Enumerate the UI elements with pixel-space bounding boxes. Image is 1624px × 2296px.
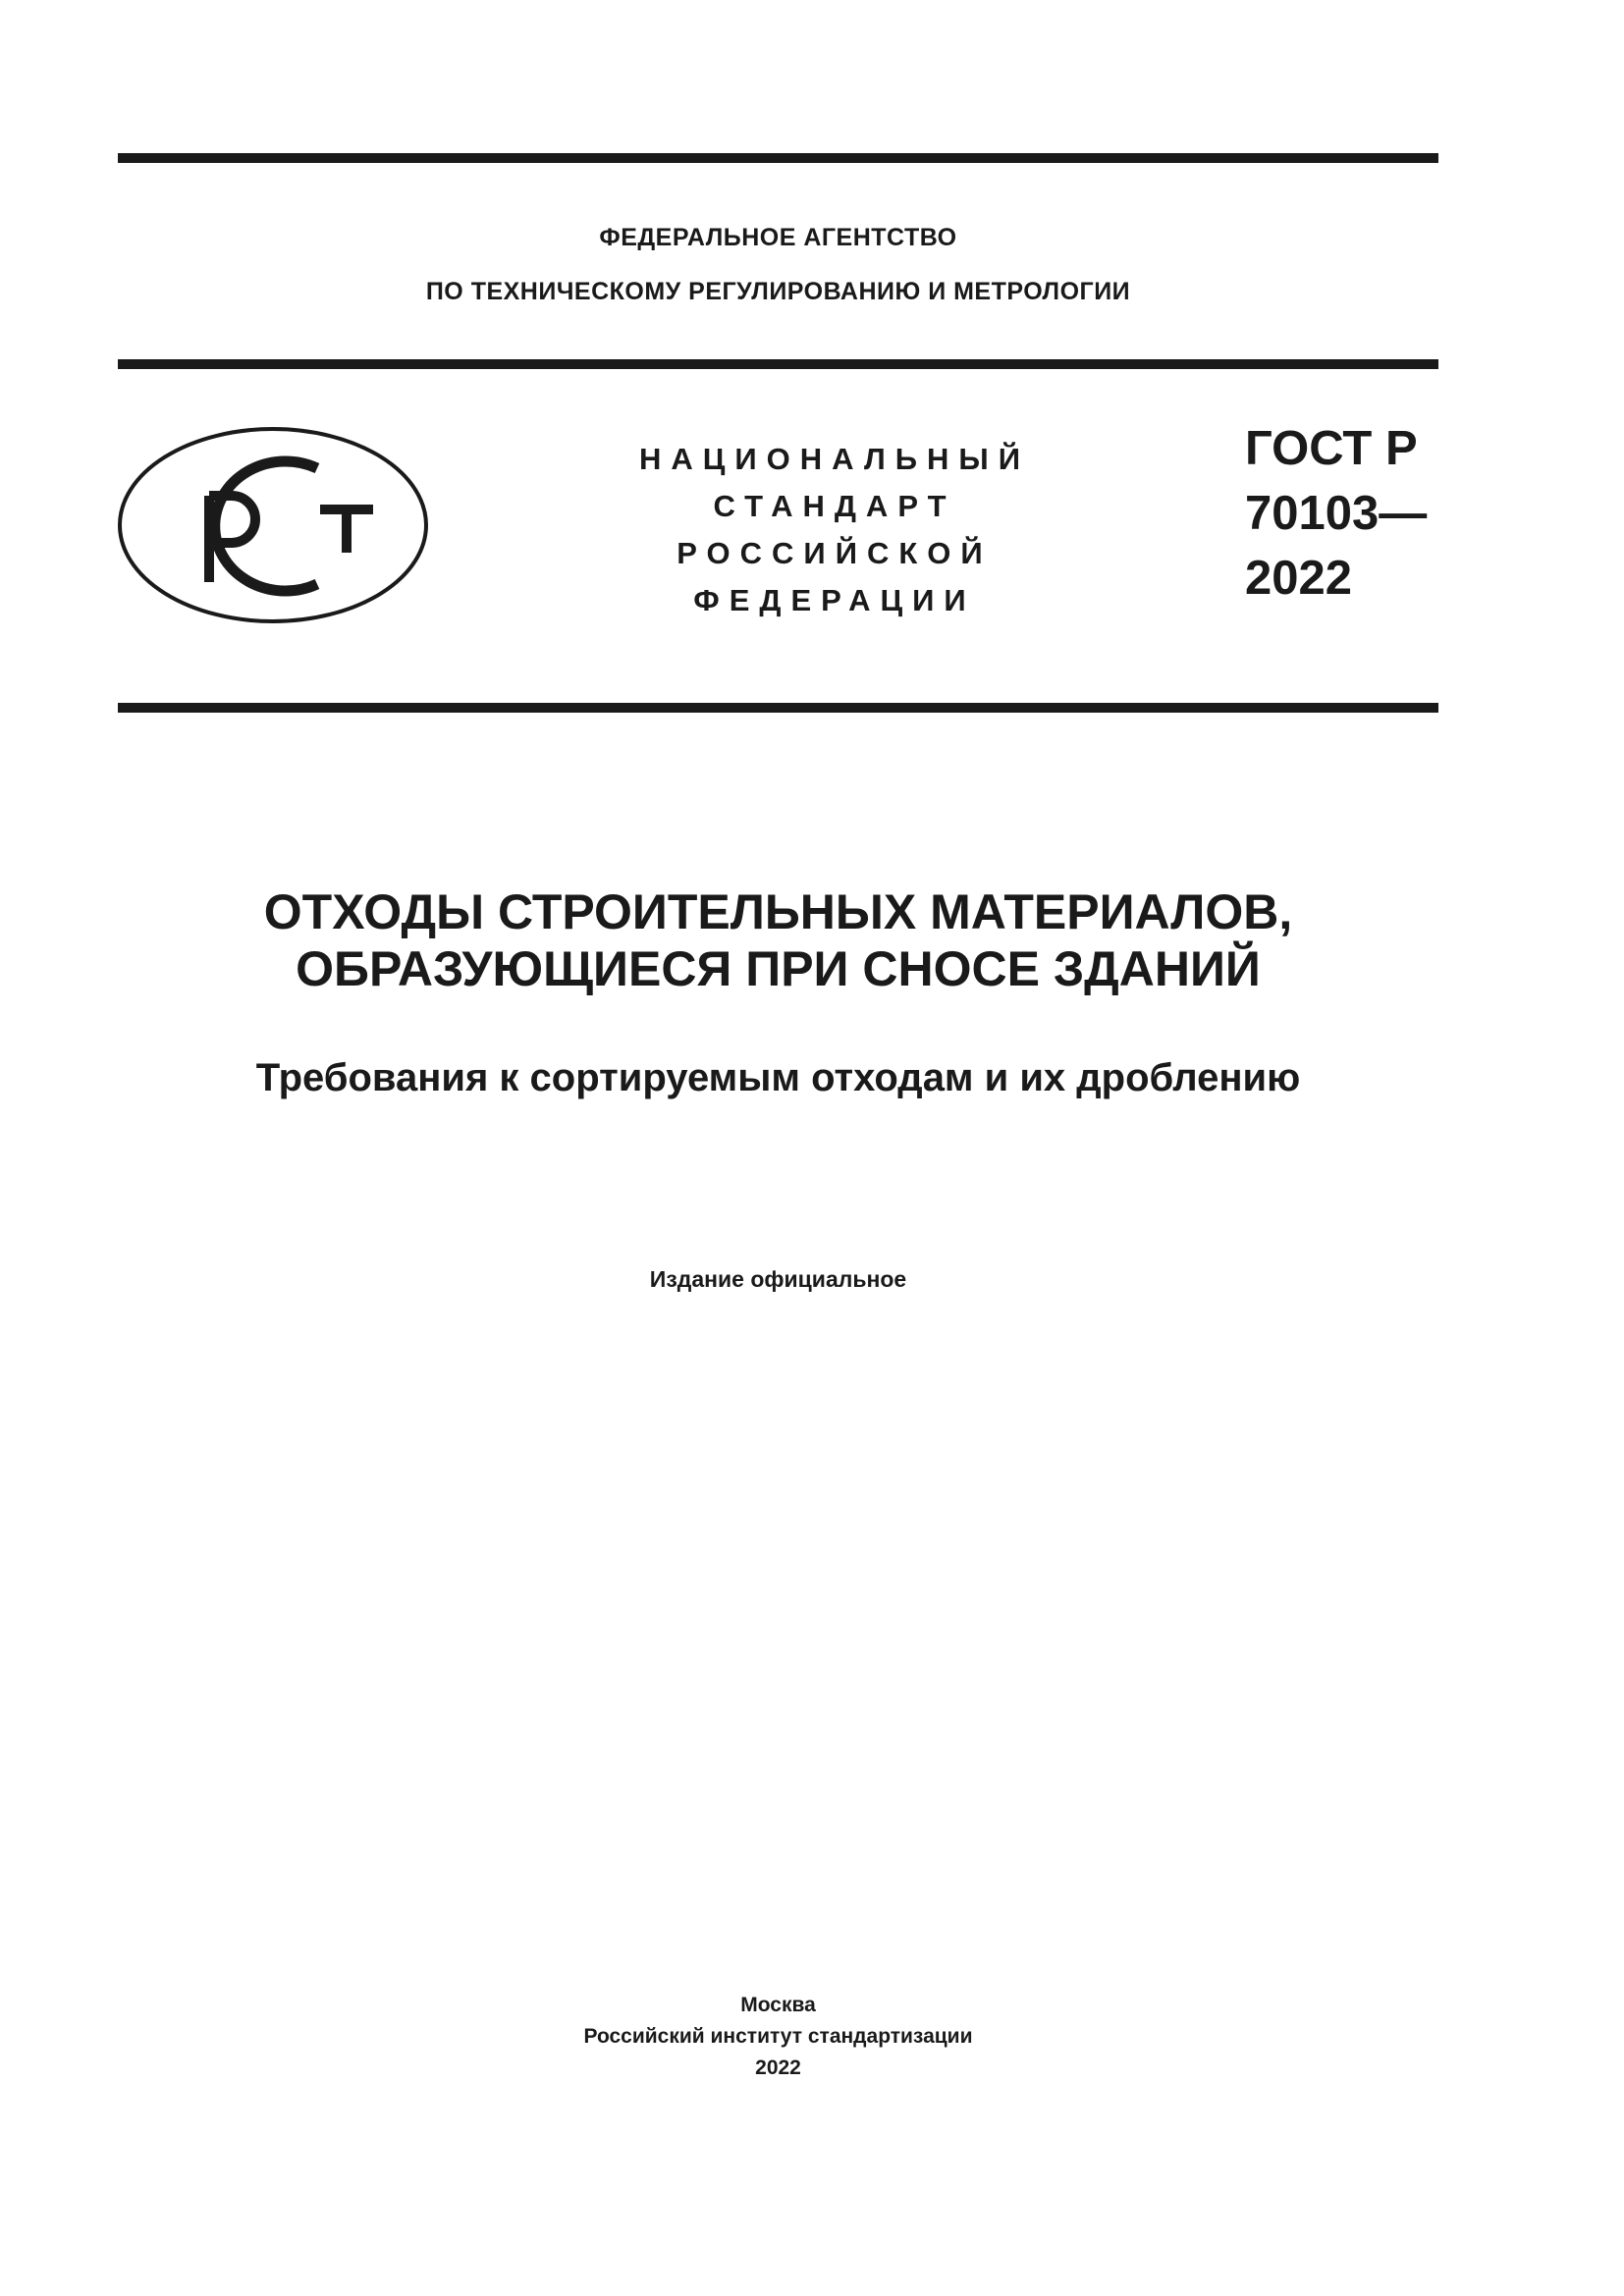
national-standard-line: СТАНДАРТ	[713, 489, 956, 523]
imprint-city: Москва	[740, 1994, 816, 2016]
national-standard-line: РОССИЙСКОЙ	[677, 536, 993, 570]
standard-designation	[1245, 416, 1427, 611]
national-standard-line: НАЦИОНАЛЬНЫЙ	[638, 442, 1031, 476]
document-subtitle: Требования к сортируемым отходам и их дроблению	[255, 1056, 1301, 1099]
national-standard-label	[569, 436, 1100, 624]
designation-line-3: 2022	[1245, 552, 1353, 605]
top-rule	[118, 153, 1438, 163]
edition-label: Издание официальное	[649, 1266, 907, 1292]
document-title	[118, 883, 1438, 997]
header-rule	[118, 359, 1438, 369]
title-line-1: ОТХОДЫ СТРОИТЕЛЬНЫХ МАТЕРИАЛОВ,	[263, 884, 1293, 939]
title-line-2: ОБРАЗУЮЩИЕСЯ ПРИ СНОСЕ ЗДАНИЙ	[296, 941, 1261, 996]
designation-line-2: 70103—	[1245, 487, 1428, 540]
designation-rule	[118, 703, 1438, 713]
imprint-publisher: Российский институт стандартизации	[583, 2025, 973, 2048]
national-standard-line: ФЕДЕРАЦИИ	[693, 583, 976, 617]
imprint-year: 2022	[755, 2056, 801, 2079]
agency-line-2: ПО ТЕХНИЧЕСКОМУ РЕГУЛИРОВАНИЮ И МЕТРОЛОГИИ	[425, 278, 1131, 305]
rst-mark-logo-icon	[116, 425, 430, 626]
agency-line-1: ФЕДЕРАЛЬНОЕ АГЕНТСТВО	[599, 224, 957, 251]
publisher-imprint	[118, 1990, 1438, 2084]
designation-line-1: ГОСТ Р	[1245, 422, 1418, 475]
